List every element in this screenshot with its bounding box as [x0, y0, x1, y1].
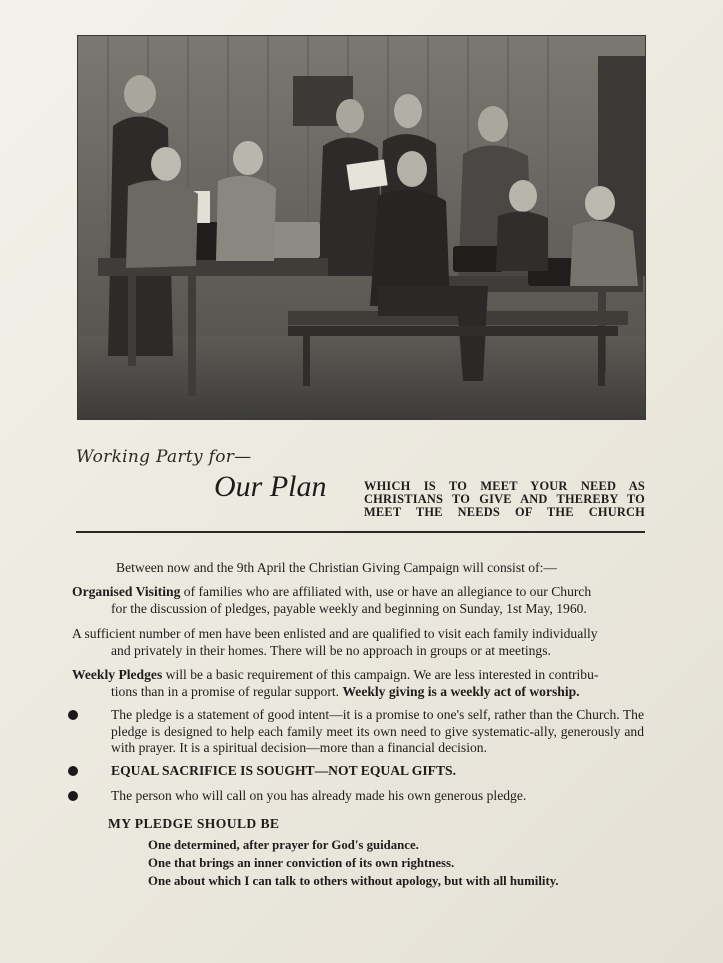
bullet-item	[68, 707, 644, 757]
bullet-item	[68, 788, 644, 806]
bullet-item	[68, 763, 644, 781]
men-enlisted-line1: A sufficient number of men have been enlisted and are qualified to visit each family individually	[72, 626, 598, 641]
weekly-pledges-line2: tions than in a promise of regular support.	[111, 683, 343, 699]
pledge-heading: MY PLEDGE SHOULD BE	[108, 816, 280, 831]
organised-visiting-line1: of families who are affiliated with, use or have an allegiance to our Church	[180, 584, 592, 599]
pledge-line: One determined, after prayer for God's guidance.	[148, 838, 419, 852]
photo-illustration	[78, 36, 645, 419]
bullet-text: EQUAL SACRIFICE IS SOUGHT—NOT EQUAL GIFTS.	[111, 763, 456, 778]
pledge-line: One that brings an inner conviction of its own rightness.	[148, 856, 455, 870]
bullet-dot-icon	[68, 710, 78, 720]
working-party-heading: Working Party for—	[76, 447, 252, 467]
men-enlisted-paragraph	[72, 626, 644, 659]
weekly-pledges-paragraph	[72, 667, 644, 700]
bullet-dot-icon	[68, 766, 78, 776]
weekly-pledges-lead: Weekly Pledges	[72, 667, 163, 682]
plan-tagline: WHICH IS TO MEET YOUR NEED AS CHRISTIANS TO GIVE AND THEREBY TO MEET THE NEEDS OF THE CHURCH	[364, 479, 645, 519]
organised-visiting-line2: for the discussion of pledges, payable weekly and beginning on Sunday, 1st May, 1960.	[111, 600, 587, 616]
bullet-text: The person who will call on you has already made his own generous pledge.	[111, 788, 527, 803]
bullet-text: The pledge is a statement of good intent—it is a promise to one's self, rather than the Church. The pledge is designed to help each family meet its own need to give systematic-ally, generously and with prayer. It is a spiritual decision—more than a financial decision.	[111, 707, 644, 755]
organised-visiting-lead: Organised Visiting	[72, 584, 181, 599]
intro-paragraph: Between now and the 9th April the Christian Giving Campaign will consist of:—	[116, 560, 557, 575]
working-party-photo	[78, 36, 645, 419]
bullet-dot-icon	[68, 791, 78, 801]
weekly-pledges-line1: will be a basic requirement of this campaign. We are less interested in contribu-	[162, 667, 599, 682]
heading-divider	[76, 531, 645, 533]
men-enlisted-line2: and privately in their homes. There will be no approach in groups or at meetings.	[111, 642, 551, 658]
organised-visiting-paragraph	[72, 584, 644, 617]
pledge-line: One about which I can talk to others without apology, but with all humility.	[148, 874, 559, 888]
weekly-worship-emphasis: Weekly giving is a weekly act of worship.	[342, 683, 580, 699]
plan-title: Our Plan	[214, 470, 327, 503]
